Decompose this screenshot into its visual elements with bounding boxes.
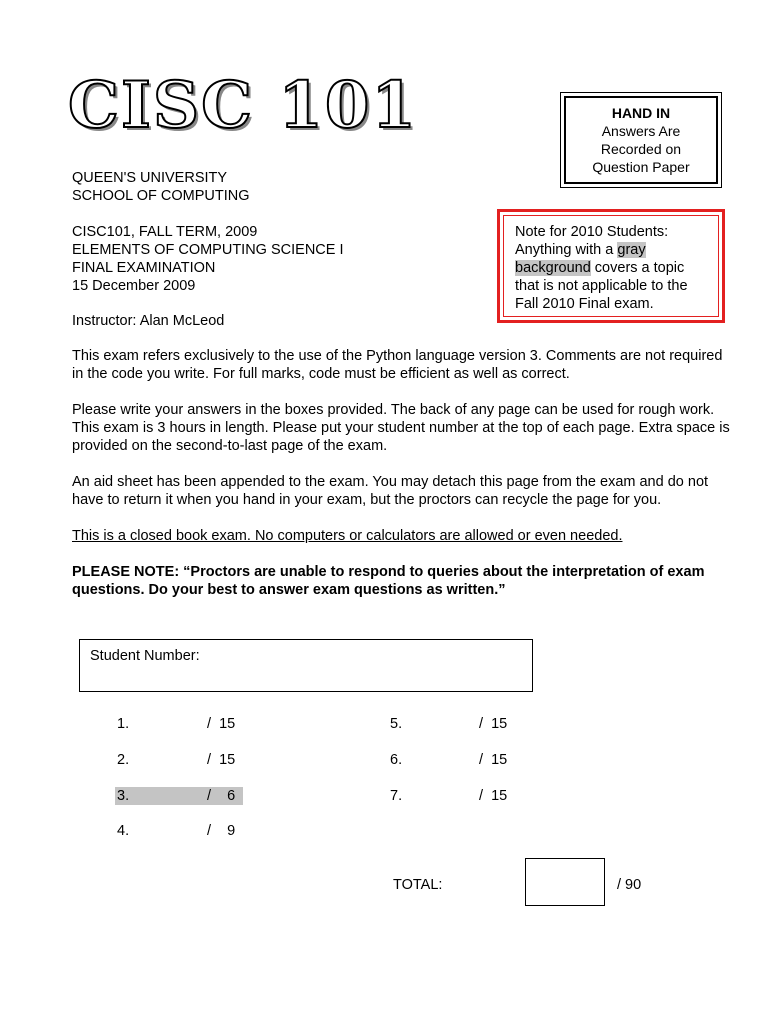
student-number-label: Student Number: xyxy=(90,648,200,664)
instructor: Instructor: Alan McLeod xyxy=(72,313,225,329)
course-title: CISC 101 xyxy=(68,68,418,143)
score-q1-number: 1. xyxy=(117,716,130,732)
exam-type: FINAL EXAMINATION xyxy=(72,260,216,276)
note-2010-inner xyxy=(503,215,719,317)
note-line: Note for 2010 Students: xyxy=(515,224,669,240)
instructions-closed-book: This is a closed book exam. No computers or calculators are allowed or even needed. xyxy=(72,528,623,544)
total-label: TOTAL: xyxy=(393,877,443,893)
gray-highlight: background xyxy=(515,260,591,276)
instructions-answers: Please write your answers in the boxes provided. The back of any page can be used for rough work. This exam is 3 hours in length. Please put your student number at the top of each page. Extra space is provided on the second-to-last page of the exam. xyxy=(72,402,730,454)
hand-in-box xyxy=(560,92,722,188)
score-q3-number: 3. xyxy=(117,788,130,804)
exam-date: 15 December 2009 xyxy=(72,278,196,294)
university-name: QUEEN'S UNIVERSITY xyxy=(72,170,228,186)
instructions-aid-sheet: An aid sheet has been appended to the exam. You may detach this page from the exam and do not have to return it when you hand in your exam, but the proctors can recycle the page for you. xyxy=(72,474,709,508)
total-max: / 90 xyxy=(617,877,642,893)
note-text: covers a topic xyxy=(590,260,685,276)
course-name: ELEMENTS OF COMPUTING SCIENCE I xyxy=(72,242,344,258)
score-q3-max: / 6 xyxy=(207,788,236,804)
score-q2-number: 2. xyxy=(117,752,130,768)
hand-in-line: Question Paper xyxy=(592,159,690,175)
score-q5-max: / 15 xyxy=(479,716,508,732)
score-q7-number: 7. xyxy=(390,788,403,804)
hand-in-heading: HAND IN xyxy=(611,105,671,121)
hand-in-line: Answers Are xyxy=(601,123,681,139)
proctor-note: PLEASE NOTE: “Proctors are unable to respond to queries about the interpretation of exam questions. Do your best to answer exam questions as written.” xyxy=(72,564,705,598)
note-line: Fall 2010 Final exam. xyxy=(515,296,654,312)
score-q5-number: 5. xyxy=(390,716,403,732)
score-q4-number: 4. xyxy=(117,823,130,839)
total-score-field[interactable] xyxy=(525,858,605,906)
student-number-field[interactable] xyxy=(79,639,533,692)
instructions-python: This exam refers exclusively to the use of the Python language version 3. Comments are not required in the code you write. For full marks, code must be efficient as well as correct. xyxy=(72,348,723,382)
gray-highlight: gray xyxy=(617,242,646,258)
score-q4-max: / 9 xyxy=(207,823,236,839)
score-q7-max: / 15 xyxy=(479,788,508,804)
course-block xyxy=(72,223,344,295)
note-line: that is not applicable to the xyxy=(515,278,688,294)
hand-in-line: Recorded on xyxy=(600,141,682,157)
course-term: CISC101, FALL TERM, 2009 xyxy=(72,224,258,240)
score-q6-max: / 15 xyxy=(479,752,508,768)
note-line xyxy=(515,241,718,259)
hand-in-box-inner xyxy=(564,96,718,184)
score-q6-number: 6. xyxy=(390,752,403,768)
note-2010-box xyxy=(497,209,725,323)
score-q1-max: / 15 xyxy=(207,716,236,732)
score-q2-max: / 15 xyxy=(207,752,236,768)
note-text: Anything with a xyxy=(515,242,618,258)
school-name: SCHOOL OF COMPUTING xyxy=(72,188,250,204)
note-line xyxy=(515,259,718,277)
university-block xyxy=(72,169,250,205)
